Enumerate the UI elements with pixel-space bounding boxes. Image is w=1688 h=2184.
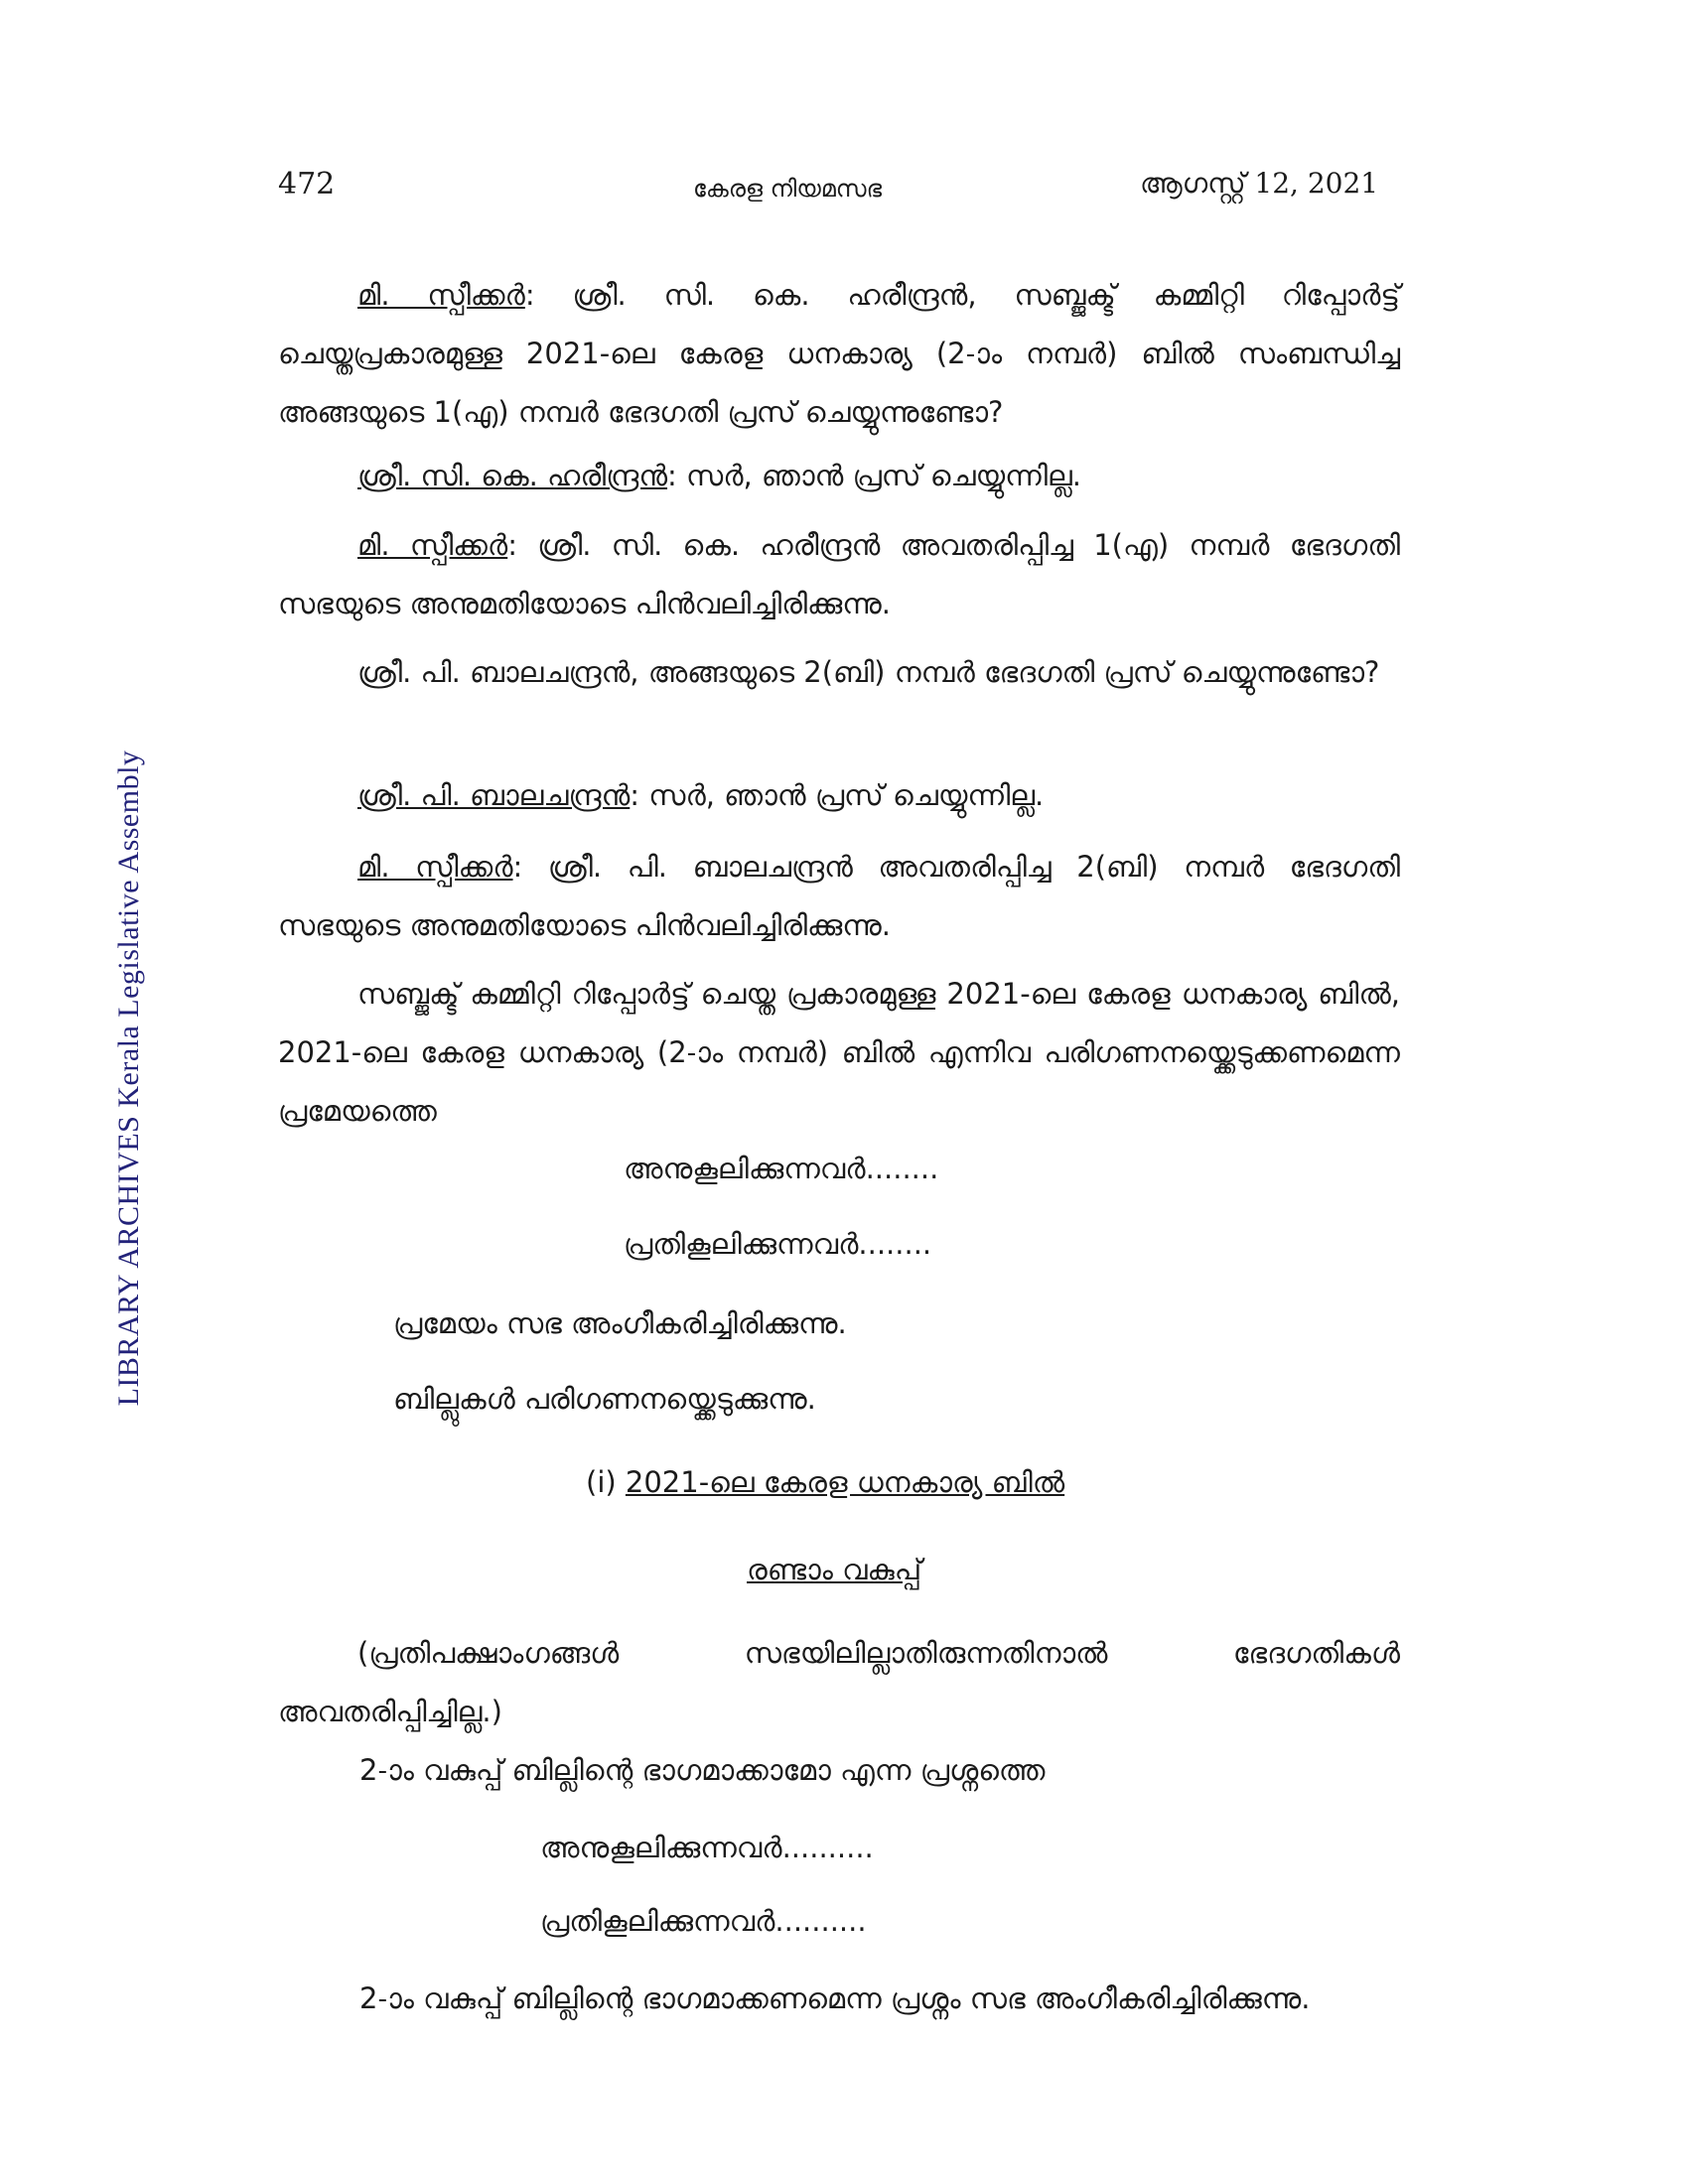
- speaker-paragraph-3: [278, 516, 1400, 633]
- bills-taken-up: ബില്ലുകൾ പരിഗണനയ്ക്കെടുക്കുന്നു.: [393, 1382, 816, 1416]
- bill-heading: [586, 1465, 1064, 1500]
- speaker-name: മി. സ്പീക്കർ: [357, 528, 508, 562]
- section-heading: രണ്ടാം വകുപ്പ്: [747, 1553, 922, 1586]
- speaker-paragraph-6: [278, 838, 1400, 955]
- speech-text: : ശ്രീ. പി. ബാലചന്ദ്രൻ അവതരിപ്പിച്ച 2(ബി) നമ്പർ ഭേദഗതി സഭയുടെ അനുമതിയോടെ പിൻവലിച്ചിരിക്കുന്നു.: [278, 850, 1400, 942]
- speech-text: സബ്ജക്ട് കമ്മിറ്റി റിപ്പോർട്ട് ചെയ്ത പ്രകാരമുള്ള 2021-ലെ കേരള ധനകാര്യ ബിൽ, 2021-ലെ കേരള ധനകാര്യ (2-ാം നമ്പർ) ബിൽ എന്നിവ പരിഗണനയ്ക്കെടുക്കണമെന്ന പ്രമേയത്തെ: [278, 977, 1400, 1128]
- vote2-noes: പ്രതികൂലിക്കുന്നവർ..........: [540, 1904, 867, 1938]
- speaker-paragraph-1: [278, 266, 1400, 442]
- running-header-title: കേരള നിയമസഭ: [693, 175, 883, 203]
- page-number: 472: [278, 167, 336, 202]
- vote-ayes: അനുകൂലിക്കുന്നവർ........: [624, 1152, 939, 1185]
- archive-watermark: LIBRARY ARCHIVES Kerala Legislative Assembly: [112, 750, 145, 1407]
- bill-heading-title: 2021-ലെ കേരള ധനകാര്യ ബിൽ: [625, 1465, 1065, 1499]
- final-result: 2-ാം വകുപ്പ് ബില്ലിന്റെ ഭാഗമാക്കണമെന്ന പ്രശ്നം സഭ അംഗീകരിച്ചിരിക്കുന്നു.: [359, 1981, 1311, 2015]
- speaker-paragraph-4: [278, 643, 1400, 702]
- speaker-name: മി. സ്പീക്കർ: [357, 278, 525, 312]
- speaker-paragraph-5: [278, 766, 1400, 825]
- speaker-name: ശ്രീ. സി. കെ. ഹരീന്ദ്രൻ: [357, 459, 668, 492]
- question-text: 2-ാം വകുപ്പ് ബില്ലിന്റെ ഭാഗമാക്കാമോ എന്ന പ്രശ്നത്തെ: [359, 1753, 1046, 1787]
- speech-text: : സർ, ഞാൻ പ്രസ് ചെയ്യുന്നില്ല.: [667, 459, 1081, 492]
- speaker-paragraph-2: [278, 447, 1400, 505]
- motion-result: പ്രമേയം സഭ അംഗീകരിച്ചിരിക്കുന്നു.: [393, 1306, 847, 1340]
- speaker-name: ശ്രീ. പി. ബാലചന്ദ്രൻ: [357, 778, 631, 812]
- speech-text: : ശ്രീ. സി. കെ. ഹരീന്ദ്രൻ, സബ്ജക്ട് കമ്മിറ്റി റിപ്പോർട്ട് ചെയ്തപ്രകാരമുള്ള 2021-ലെ കേരള ധനകാര്യ (2-ാം നമ്പർ) ബിൽ സംബന്ധിച്ച അങ്ങയുടെ 1(എ) നമ്പർ ഭേദഗതി പ്രസ് ചെയ്യുന്നുണ്ടോ?: [278, 278, 1400, 429]
- header-date: ആഗസ്റ്റ് 12, 2021: [1140, 167, 1379, 200]
- speech-text: ശ്രീ. പി. ബാലചന്ദ്രൻ, അങ്ങയുടെ 2(ബി) നമ്പർ ഭേദഗതി പ്രസ് ചെയ്യുന്നുണ്ടോ?: [357, 655, 1380, 689]
- vote-noes: പ്രതികൂലിക്കുന്നവർ........: [624, 1227, 932, 1261]
- bill-heading-prefix: (i): [586, 1465, 626, 1499]
- speech-text: : സർ, ഞാൻ പ്രസ് ചെയ്യുന്നില്ല.: [630, 778, 1045, 812]
- motion-paragraph: [278, 965, 1400, 1141]
- speech-text: : ശ്രീ. സി. കെ. ഹരീന്ദ്രൻ അവതരിപ്പിച്ച 1(എ) നമ്പർ ഭേദഗതി സഭയുടെ അനുമതിയോടെ പിൻവലിച്ചിരിക്കുന്നു.: [278, 528, 1400, 620]
- note-text: (പ്രതിപക്ഷാംഗങ്ങൾ സഭയിലില്ലാതിരുന്നതിനാൽ ഭേദഗതികൾ അവതരിപ്പിച്ചില്ല.): [278, 1636, 1400, 1728]
- opposition-note: [278, 1624, 1400, 1741]
- speaker-name: മി. സ്പീക്കർ: [357, 850, 513, 884]
- vote2-ayes: അനുകൂലിക്കുന്നവർ..........: [540, 1831, 874, 1864]
